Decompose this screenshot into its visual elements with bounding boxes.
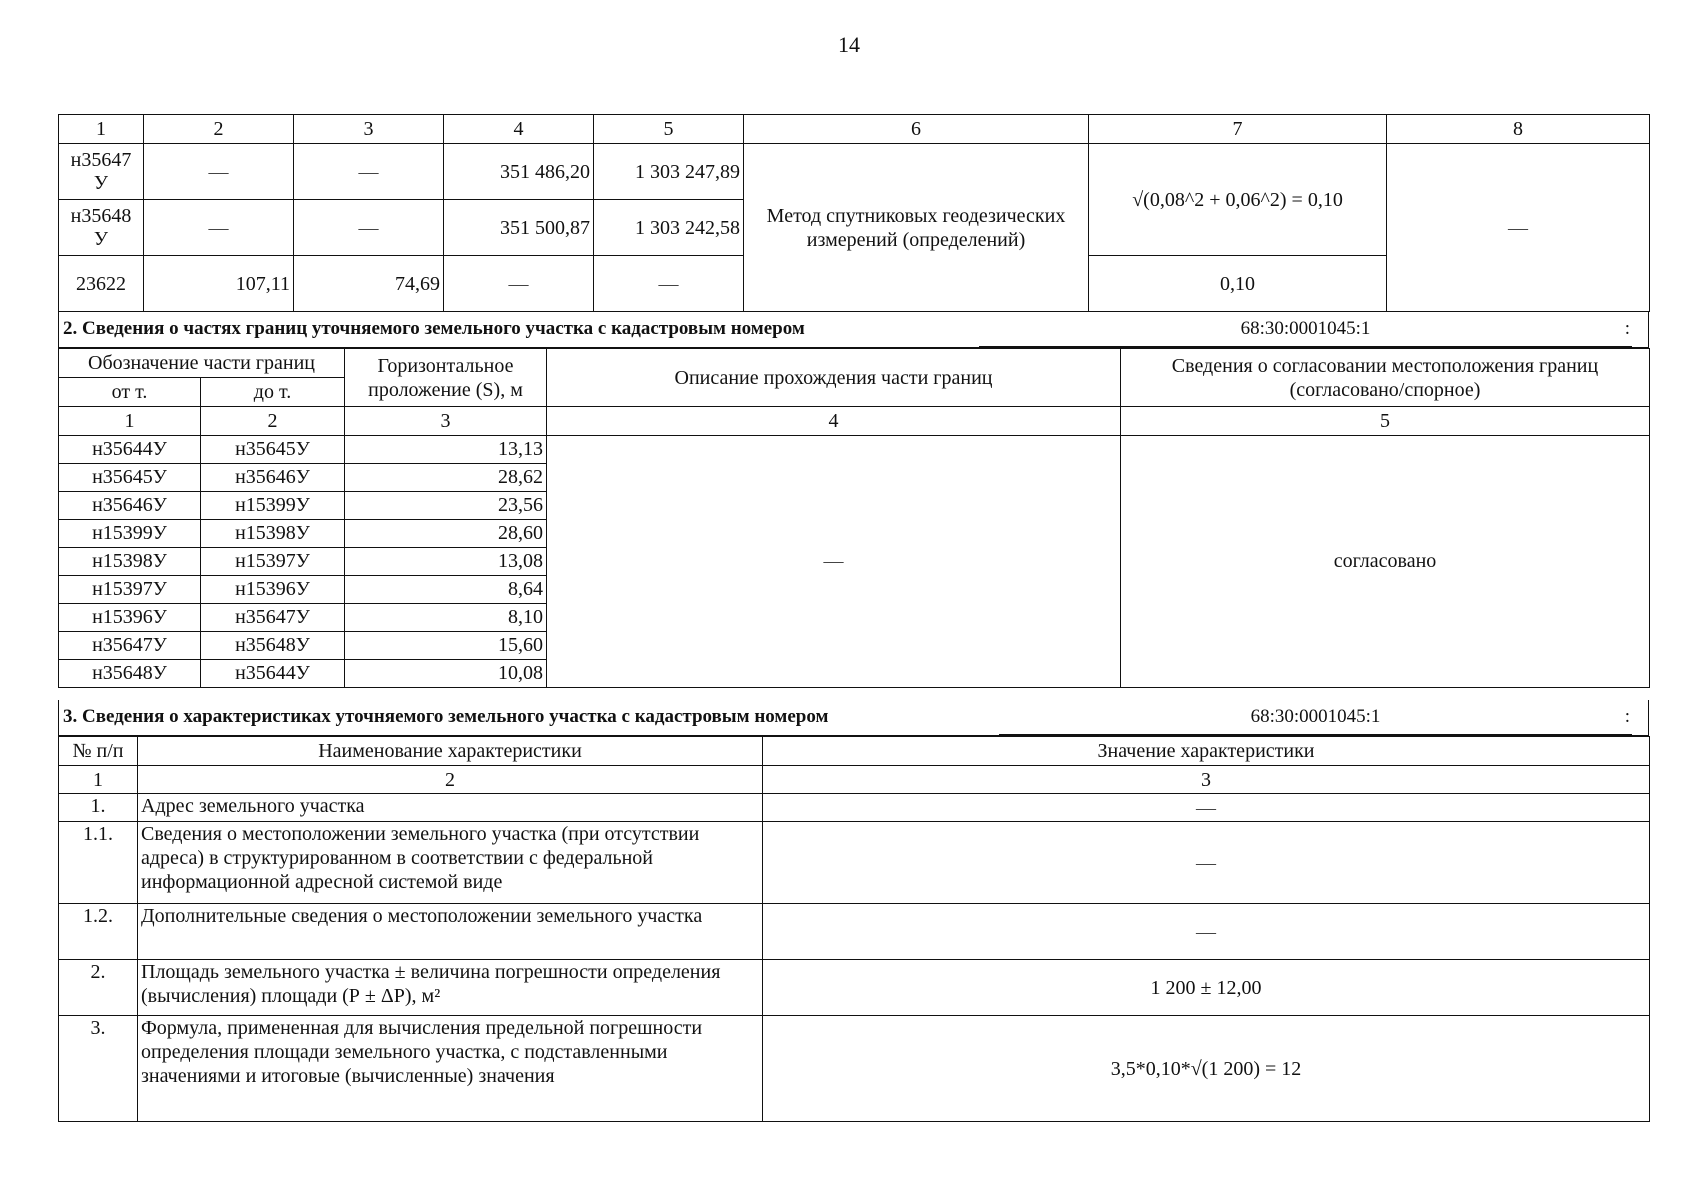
cadastral-number: 68:30:0001045:1 bbox=[999, 700, 1632, 735]
number-cell: 2 bbox=[201, 407, 345, 436]
header-designation: Обозначение части границ bbox=[59, 349, 345, 378]
header-from: от т. bbox=[59, 378, 201, 407]
row-num: 2. bbox=[59, 960, 138, 1016]
from-point: н35645У bbox=[59, 464, 201, 492]
table-row bbox=[59, 822, 1650, 904]
cell: 74,69 bbox=[294, 256, 444, 312]
coord-x: 351 486,20 bbox=[444, 144, 594, 200]
row-value: — bbox=[763, 822, 1650, 904]
page-number: 14 bbox=[838, 32, 860, 57]
table-row bbox=[59, 144, 1650, 200]
row-name: Сведения о местоположении земельного участка (при отсутствии адреса) в структурированном в соответствии с федеральной информационной адресной системой виде bbox=[138, 822, 763, 904]
coord-y: — bbox=[594, 256, 744, 312]
section-2-title bbox=[58, 312, 1649, 348]
table-row bbox=[59, 436, 1650, 464]
header-to: до т. bbox=[201, 378, 345, 407]
table-row bbox=[59, 794, 1650, 822]
to-point: н15397У bbox=[201, 548, 345, 576]
to-point: н15399У bbox=[201, 492, 345, 520]
distance: 8,64 bbox=[345, 576, 547, 604]
row-value: 1 200 ± 12,00 bbox=[763, 960, 1650, 1016]
header-description: Описание прохождения части границ bbox=[547, 349, 1121, 407]
coord-y: 1 303 242,58 bbox=[594, 200, 744, 256]
table-number-row bbox=[59, 766, 1650, 794]
cadastral-number: 68:30:0001045:1 bbox=[979, 312, 1632, 347]
number-cell: 2 bbox=[138, 766, 763, 794]
header-cell: 1 bbox=[59, 115, 144, 144]
from-point: н15399У bbox=[59, 520, 201, 548]
to-point: н35648У bbox=[201, 632, 345, 660]
section-title-text: 3. Сведения о характеристиках уточняемого земельного участка с кадастровым номером bbox=[63, 706, 829, 727]
row-name: Дополнительные сведения о местоположении земельного участка bbox=[138, 904, 763, 960]
coord-x: 351 500,87 bbox=[444, 200, 594, 256]
distance: 28,60 bbox=[345, 520, 547, 548]
table-header-row bbox=[59, 115, 1650, 144]
header-num: № п/п bbox=[59, 737, 138, 766]
table-header-row bbox=[59, 737, 1650, 766]
header-cell: 6 bbox=[744, 115, 1089, 144]
header-cell: 7 bbox=[1089, 115, 1387, 144]
colon: : bbox=[1624, 706, 1630, 727]
table-header-row bbox=[59, 349, 1650, 378]
cell: 107,11 bbox=[144, 256, 294, 312]
header-cell: 4 bbox=[444, 115, 594, 144]
header-agreement: Сведения о согласовании местоположения границ (согласовано/спорное) bbox=[1121, 349, 1650, 407]
row-num: 3. bbox=[59, 1016, 138, 1122]
header-cell: 8 bbox=[1387, 115, 1650, 144]
point-id: 23622 bbox=[59, 256, 144, 312]
row-name: Адрес земельного участка bbox=[138, 794, 763, 822]
to-point: н35645У bbox=[201, 436, 345, 464]
row-name: Формула, примененная для вычисления предельной погрешности определения площади земельного участка, с подставленными значениями и итоговые (вычисленные) значения bbox=[138, 1016, 763, 1122]
row-value: — bbox=[763, 904, 1650, 960]
number-cell: 5 bbox=[1121, 407, 1650, 436]
section-3-title bbox=[58, 700, 1649, 736]
row-value: — bbox=[763, 794, 1650, 822]
from-point: н15396У bbox=[59, 604, 201, 632]
description-value: — bbox=[547, 436, 1121, 688]
cell: — bbox=[144, 144, 294, 200]
coord-x: — bbox=[444, 256, 594, 312]
from-point: н35646У bbox=[59, 492, 201, 520]
from-point: н15397У bbox=[59, 576, 201, 604]
number-cell: 3 bbox=[345, 407, 547, 436]
point-id: н35647 У bbox=[59, 144, 144, 200]
row-name: Площадь земельного участка ± величина погрешности определения (вычисления) площади (Р ± ΔР), м² bbox=[138, 960, 763, 1016]
table-row bbox=[59, 1016, 1650, 1122]
accuracy-value: 0,10 bbox=[1089, 256, 1387, 312]
to-point: н15398У bbox=[201, 520, 345, 548]
distance: 15,60 bbox=[345, 632, 547, 660]
from-point: н15398У bbox=[59, 548, 201, 576]
cell: — bbox=[294, 200, 444, 256]
distance: 8,10 bbox=[345, 604, 547, 632]
table-row bbox=[59, 960, 1650, 1016]
agreement-value: согласовано bbox=[1121, 436, 1650, 688]
header-cell: 5 bbox=[594, 115, 744, 144]
section-title-text: 2. Сведения о частях границ уточняемого земельного участка с кадастровым номером bbox=[63, 318, 805, 339]
col8-cell: — bbox=[1387, 144, 1650, 312]
distance: 10,08 bbox=[345, 660, 547, 688]
table-number-row bbox=[59, 407, 1650, 436]
number-cell: 3 bbox=[763, 766, 1650, 794]
from-point: н35648У bbox=[59, 660, 201, 688]
row-value: 3,5*0,10*√(1 200) = 12 bbox=[763, 1016, 1650, 1122]
to-point: н15396У bbox=[201, 576, 345, 604]
coord-y: 1 303 247,89 bbox=[594, 144, 744, 200]
distance: 13,08 bbox=[345, 548, 547, 576]
distance: 13,13 bbox=[345, 436, 547, 464]
characteristics-table bbox=[58, 736, 1650, 1122]
cell: — bbox=[144, 200, 294, 256]
cell: — bbox=[294, 144, 444, 200]
to-point: н35647У bbox=[201, 604, 345, 632]
header-cell: 3 bbox=[294, 115, 444, 144]
table-row bbox=[59, 904, 1650, 960]
method-cell: Метод спутниковых геодезических измерений (определений) bbox=[744, 144, 1089, 312]
boundary-parts-table bbox=[58, 348, 1650, 688]
header-value: Значение характеристики bbox=[763, 737, 1650, 766]
from-point: н35647У bbox=[59, 632, 201, 660]
point-id: н35648 У bbox=[59, 200, 144, 256]
distance: 23,56 bbox=[345, 492, 547, 520]
to-point: н35644У bbox=[201, 660, 345, 688]
number-cell: 1 bbox=[59, 766, 138, 794]
row-num: 1.1. bbox=[59, 822, 138, 904]
distance: 28,62 bbox=[345, 464, 547, 492]
header-horizontal: Горизонтальное проложение (S), м bbox=[345, 349, 547, 407]
coordinates-table bbox=[58, 114, 1650, 312]
row-num: 1. bbox=[59, 794, 138, 822]
colon: : bbox=[1624, 318, 1630, 339]
header-cell: 2 bbox=[144, 115, 294, 144]
from-point: н35644У bbox=[59, 436, 201, 464]
to-point: н35646У bbox=[201, 464, 345, 492]
number-cell: 4 bbox=[547, 407, 1121, 436]
header-name: Наименование характеристики bbox=[138, 737, 763, 766]
number-cell: 1 bbox=[59, 407, 201, 436]
accuracy-formula: √(0,08^2 + 0,06^2) = 0,10 bbox=[1089, 144, 1387, 256]
row-num: 1.2. bbox=[59, 904, 138, 960]
